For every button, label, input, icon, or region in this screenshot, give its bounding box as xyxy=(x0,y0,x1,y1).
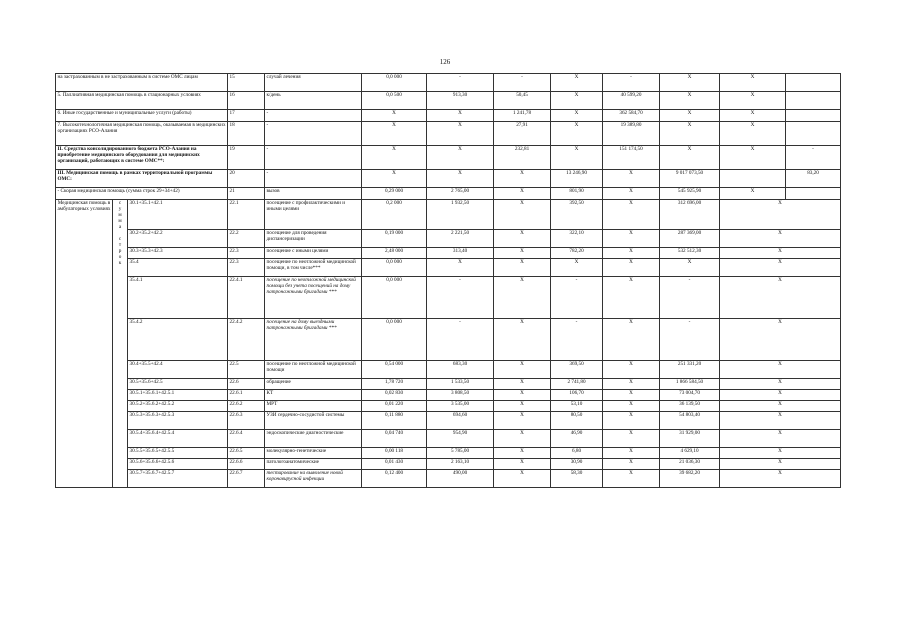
cell-v6 xyxy=(786,188,841,200)
cell-v1: X xyxy=(494,248,551,259)
cell-v5: X xyxy=(720,319,841,361)
cell-ref: 35.4.2 xyxy=(128,319,228,361)
cell-norm: 0,0 000 xyxy=(362,277,427,319)
vertical-letter: к xyxy=(118,260,122,266)
cell-v2: X xyxy=(551,122,603,146)
cell-v3: 362 584,70 xyxy=(603,110,660,122)
cell-v1: X xyxy=(494,277,551,319)
cell-line: 22.6 xyxy=(228,379,265,390)
cell-norm: 0,04 740 xyxy=(362,430,427,448)
cell-v3: 19 389,80 xyxy=(603,122,660,146)
cell-v4: 1 866 584,50 xyxy=(660,379,720,390)
cell-line: 21 xyxy=(228,188,265,200)
table-row xyxy=(56,92,841,110)
cell-cost: 954,90 xyxy=(427,430,494,448)
cell-v3: X xyxy=(603,390,660,401)
table-row xyxy=(56,361,841,379)
cell-v3: X xyxy=(603,248,660,259)
cell-cost: 313,40 xyxy=(427,248,494,259)
cell-v5: X xyxy=(720,122,786,146)
table-row xyxy=(56,412,841,430)
cell-v2: 6,80 xyxy=(551,448,603,459)
cell-ref: 30.5+35.6+42.5 xyxy=(128,379,228,390)
vertical-letter: у xyxy=(118,206,122,212)
cell-v4: 9 017 073,50 xyxy=(660,170,720,188)
vertical-letter: м xyxy=(118,218,122,224)
cell-v4: 36 139,50 xyxy=(660,401,720,412)
cell-v1: 27,91 xyxy=(494,122,551,146)
cell-v1: - xyxy=(494,74,551,92)
table-row xyxy=(56,448,841,459)
cell-v5: X xyxy=(720,277,841,319)
cell-v4: X xyxy=(660,122,720,146)
cell-v4: 4 629,10 xyxy=(660,448,720,459)
table-row xyxy=(56,230,841,248)
cell-v4: 21 036,30 xyxy=(660,459,720,470)
vertical-letter: м xyxy=(118,212,122,218)
cell-v2: X xyxy=(551,92,603,110)
cell-unit: КТ xyxy=(265,390,362,401)
cell-v5: X xyxy=(720,248,841,259)
cell-norm: 0,29 000 xyxy=(362,188,427,200)
cell-v2: X xyxy=(551,74,603,92)
cell-line: 15 xyxy=(228,74,265,92)
table-row xyxy=(56,319,841,361)
cell-v5: X xyxy=(720,146,786,170)
cell-cost: X xyxy=(427,170,494,188)
cell-norm: 0,0 000 xyxy=(362,319,427,361)
cell-v4: - xyxy=(660,277,720,319)
cell-unit: МРТ xyxy=(265,401,362,412)
cell-v3: - xyxy=(603,74,660,92)
cell-ref: 30.3+35.3+42.3 xyxy=(128,248,228,259)
cell-cost: 2 163,10 xyxy=(427,459,494,470)
cell-name: 7. Высокотехнологичная медицинская помощь, оказываемая в медицинских организациях РСО-Алания xyxy=(56,122,228,146)
cell-v2: 13 246,90 xyxy=(551,170,603,188)
cell-line: 22.4.1 xyxy=(228,277,265,319)
cell-unit: вызов xyxy=(265,188,362,200)
cell-line: 22.5 xyxy=(228,361,265,379)
cell-norm: 0,54 000 xyxy=(362,361,427,379)
cell-ref: 30.1+35.1+42.1 xyxy=(128,200,228,230)
cell-v1: X xyxy=(494,390,551,401)
table-row xyxy=(56,188,841,200)
cell-unit: эндоскопические диагностические xyxy=(265,430,362,448)
cell-unit: - xyxy=(265,122,362,146)
cell-line: 22.6.7 xyxy=(228,470,265,488)
cell-v5: X xyxy=(720,470,841,488)
cell-cost: 3 808,50 xyxy=(427,390,494,401)
cell-v4: 287 369,00 xyxy=(660,230,720,248)
cell-cost: X xyxy=(427,259,494,277)
cell-v3: X xyxy=(603,259,660,277)
cell-v5 xyxy=(720,170,786,188)
cell-norm: 0,02 830 xyxy=(362,390,427,401)
cell-line: 22.1 xyxy=(228,200,265,230)
cell-ref: 35.4 xyxy=(128,259,228,277)
cell-line: 16 xyxy=(228,92,265,110)
cell-unit: посещение с профилактическими и иными целями xyxy=(265,200,362,230)
cell-v5: X xyxy=(720,379,841,390)
cell-line: 22.4.2 xyxy=(228,319,265,361)
cell-ref: 35.4.1 xyxy=(128,277,228,319)
cell-norm: 0,19 000 xyxy=(362,230,427,248)
cell-unit: - xyxy=(265,146,362,170)
cell-cost: 1 932,50 xyxy=(427,200,494,230)
cell-ref: 30.4+35.5+42.4 xyxy=(128,361,228,379)
cell-line: 22.6.2 xyxy=(228,401,265,412)
cell-v3: X xyxy=(603,401,660,412)
cell-unit: молекулярно-генетические xyxy=(265,448,362,459)
cell-v2: 106,70 xyxy=(551,390,603,401)
table-row xyxy=(56,110,841,122)
cell-v3: X xyxy=(603,361,660,379)
cell-cost: 3 535,00 xyxy=(427,401,494,412)
cell-v5: X xyxy=(720,459,841,470)
cell-name: на застрахованным в не застрахованным в системе ОМС лицам xyxy=(56,74,228,92)
cell-v4: - xyxy=(660,319,720,361)
cell-v1: X xyxy=(494,259,551,277)
cell-v6 xyxy=(786,122,841,146)
cell-cost: 2 221,50 xyxy=(427,230,494,248)
cell-v2: 782,20 xyxy=(551,248,603,259)
cell-norm: X xyxy=(362,146,427,170)
cell-unit: - xyxy=(265,110,362,122)
cell-v4: 251 331,20 xyxy=(660,361,720,379)
table-row xyxy=(56,248,841,259)
cell-v2: 2 741,80 xyxy=(551,379,603,390)
vertical-letter: т xyxy=(118,242,122,248)
cell-v4: X xyxy=(660,74,720,92)
cell-v3: X xyxy=(603,230,660,248)
cell-v6 xyxy=(786,92,841,110)
cell-v2: X xyxy=(551,110,603,122)
cell-cost: - xyxy=(427,319,494,361)
cell-norm: 0,00 118 xyxy=(362,448,427,459)
cell-cost: X xyxy=(427,122,494,146)
cell-norm: 0,12 400 xyxy=(362,470,427,488)
cell-v1: X xyxy=(494,200,551,230)
cell-name: 6. Иные государственные и муниципальные услуги (работы) xyxy=(56,110,228,122)
cell-unit: посещение по неотложной медицинской помощи без учета посещений на дому патронажными бригадами *** xyxy=(265,277,362,319)
cell-cost: 5 785,00 xyxy=(427,448,494,459)
table-row xyxy=(56,470,841,488)
cell-v6 xyxy=(786,74,841,92)
cell-unit: обращение xyxy=(265,379,362,390)
cell-line: 22.6.1 xyxy=(228,390,265,401)
cell-v2: 58,30 xyxy=(551,470,603,488)
cell-v4: X xyxy=(660,259,720,277)
cell-norm: 0,01 220 xyxy=(362,401,427,412)
table-row xyxy=(56,277,841,319)
cell-line: 20 xyxy=(228,170,265,188)
cell-v2: 801,90 xyxy=(551,188,603,200)
cell-v2: 369,50 xyxy=(551,361,603,379)
table-row xyxy=(56,146,841,170)
cell-line: 18 xyxy=(228,122,265,146)
cell-ref: 30.5.2+35.6.2+42.5.2 xyxy=(128,401,228,412)
cell-v1: X xyxy=(494,361,551,379)
cell-cost: 490,00 xyxy=(427,470,494,488)
table-row xyxy=(56,259,841,277)
cell-ref: 30.5.4+35.6.4+42.5.4 xyxy=(128,430,228,448)
cell-v1: X xyxy=(494,188,551,200)
cell-v5: X xyxy=(720,110,786,122)
vertical-letter: р xyxy=(118,248,122,254)
cell-v4: X xyxy=(660,146,720,170)
cell-norm: 0,0 000 xyxy=(362,259,427,277)
cell-unit: посещение по неотложной медицинской помощи, в том числе*** xyxy=(265,259,362,277)
cell-v1: X xyxy=(494,379,551,390)
cell-line: 22.6.6 xyxy=(228,459,265,470)
cell-line: 22.3 xyxy=(228,259,265,277)
cell-ref: 30.5.3+35.6.3+42.5.3 xyxy=(128,412,228,430)
cell-v1: X xyxy=(494,319,551,361)
cell-v3: 40 599,20 xyxy=(603,92,660,110)
cell-v3: X xyxy=(603,170,660,188)
cell-unit: посещение с иными целями xyxy=(265,248,362,259)
table-row xyxy=(56,401,841,412)
cell-v5: X xyxy=(720,448,841,459)
cell-cost: 2 765,00 xyxy=(427,188,494,200)
cell-ref: 30.5.5+35.6.5+42.5.5 xyxy=(128,448,228,459)
cell-ref: 30.2+35.2+42.2 xyxy=(128,230,228,248)
table-row xyxy=(56,430,841,448)
cell-unit: патологоанатомические xyxy=(265,459,362,470)
cell-v4: 532 512,30 xyxy=(660,248,720,259)
vertical-letter: с xyxy=(118,200,122,206)
cell-v2: - xyxy=(551,319,603,361)
vertical-letter: с xyxy=(118,236,122,242)
cell-cost: X xyxy=(427,110,494,122)
cell-v3: X xyxy=(603,412,660,430)
section-name: Медицинская помощь в амбулаторных условиях xyxy=(56,200,113,488)
cell-ref: 30.5.6+35.6.6+42.5.6 xyxy=(128,459,228,470)
cell-v6: - xyxy=(786,146,841,170)
cell-v1: X xyxy=(494,448,551,459)
cell-norm: 0,11 880 xyxy=(362,412,427,430)
cell-v3: X xyxy=(603,319,660,361)
cell-v6 xyxy=(786,110,841,122)
cell-v2: X xyxy=(551,259,603,277)
cell-unit: УЗИ сердечно-сосудистой системы xyxy=(265,412,362,430)
cell-v1: X xyxy=(494,170,551,188)
cell-unit: посещение по неотложной медицинской помощи xyxy=(265,361,362,379)
cell-name: 5. Паллиативная медицинская помощь в стационарных условиях xyxy=(56,92,228,110)
cell-v2: 80,50 xyxy=(551,412,603,430)
cell-ref: 30.5.7+35.6.7+42.5.7 xyxy=(128,470,228,488)
cell-v5: X xyxy=(720,259,841,277)
cell-norm: 0,01 430 xyxy=(362,459,427,470)
cell-v4: 312 696,00 xyxy=(660,200,720,230)
cell-v1: X xyxy=(494,412,551,430)
cell-norm: X xyxy=(362,110,427,122)
table-row xyxy=(56,74,841,92)
cell-v5: X xyxy=(720,200,841,230)
cell-v3: X xyxy=(603,379,660,390)
cell-norm: X xyxy=(362,122,427,146)
vertical-letter: о xyxy=(118,254,122,260)
cell-unit: тестирование на выявление новой коронавирусной инфекции xyxy=(265,470,362,488)
cell-v5: X xyxy=(720,390,841,401)
cell-norm: 0,0 000 xyxy=(362,74,427,92)
cell-unit: к/день xyxy=(265,92,362,110)
cell-v1: 1 241,78 xyxy=(494,110,551,122)
norms-table xyxy=(55,73,841,488)
cell-v3: 151 174,50 xyxy=(603,146,660,170)
cell-line: 22.2 xyxy=(228,230,265,248)
cell-norm: 1,78 720 xyxy=(362,379,427,390)
cell-v2: 392,50 xyxy=(551,200,603,230)
table-row xyxy=(56,200,841,230)
cell-v4: X xyxy=(660,92,720,110)
table-row xyxy=(56,459,841,470)
cell-v1: 50,45 xyxy=(494,92,551,110)
cell-v2: 46,90 xyxy=(551,430,603,448)
cell-ref: 30.5.1+35.6.1+42.5.1 xyxy=(128,390,228,401)
cell-v1: 232,81 xyxy=(494,146,551,170)
cell-v3: X xyxy=(603,470,660,488)
cell-v3: X xyxy=(603,430,660,448)
cell-cost: 694,60 xyxy=(427,412,494,430)
table-row xyxy=(56,379,841,390)
cell-name: II. Средства консолидированного бюджета РСО-Алания на приобретение медицинского оборудования для медицинских организаций, работающих в системе ОМС**: xyxy=(56,146,228,170)
cell-norm: X xyxy=(362,170,427,188)
cell-cost: - xyxy=(427,74,494,92)
cell-v5: X xyxy=(720,430,841,448)
cell-line: 17 xyxy=(228,110,265,122)
cell-cost: - xyxy=(427,277,494,319)
cell-norm: 0,0 500 xyxy=(362,92,427,110)
cell-line: 19 xyxy=(228,146,265,170)
cell-v2: 322,10 xyxy=(551,230,603,248)
cell-v4: 545 925,90 xyxy=(660,188,720,200)
cell-v5: X xyxy=(720,401,841,412)
cell-v4: 73 004,70 xyxy=(660,390,720,401)
cell-v1: X xyxy=(494,470,551,488)
cell-cost: X xyxy=(427,146,494,170)
cell-line: 22.3 xyxy=(228,248,265,259)
cell-name: - Скорая медицинская помощь (сумма строк 29+34+42) xyxy=(56,188,228,200)
cell-v4: X xyxy=(660,110,720,122)
cell-name: III. Медицинская помощь в рамках территориальной программы ОМС: xyxy=(56,170,228,188)
cell-line: 22.6.4 xyxy=(228,430,265,448)
cell-unit: посещение на дому выездными патронажными бригадами *** xyxy=(265,319,362,361)
cell-cost: 683,30 xyxy=(427,361,494,379)
vertical-letter: а xyxy=(118,224,122,230)
cell-v3: X xyxy=(603,188,660,200)
page-number: 126 xyxy=(439,58,451,66)
cell-v1: X xyxy=(494,230,551,248)
cell-v6: 83,20 xyxy=(786,170,841,188)
cell-cost: 1 533,50 xyxy=(427,379,494,390)
cell-v3: X xyxy=(603,459,660,470)
cell-v3: X xyxy=(603,277,660,319)
cell-v2: - xyxy=(551,277,603,319)
cell-v1: X xyxy=(494,401,551,412)
table-row xyxy=(56,390,841,401)
table-row xyxy=(56,122,841,146)
cell-v3: X xyxy=(603,200,660,230)
cell-norm: 0,2 000 xyxy=(362,200,427,230)
table-row xyxy=(56,170,841,188)
cell-unit: случай лечения xyxy=(265,74,362,92)
cell-v5: X xyxy=(720,92,786,110)
cell-line: 22.6.5 xyxy=(228,448,265,459)
cell-unit: - xyxy=(265,170,362,188)
cell-v5: X xyxy=(720,361,841,379)
cell-v5: X xyxy=(720,412,841,430)
cell-v5: X xyxy=(720,74,786,92)
cell-v4: 54 803,40 xyxy=(660,412,720,430)
cell-v2: 53,10 xyxy=(551,401,603,412)
cell-unit: посещение для проведения диспансеризации xyxy=(265,230,362,248)
cell-line: 22.6.3 xyxy=(228,412,265,430)
cell-v5: X xyxy=(720,188,786,200)
cell-v4: 31 929,00 xyxy=(660,430,720,448)
cell-norm: 2,48 000 xyxy=(362,248,427,259)
cell-v2: X xyxy=(551,146,603,170)
vertical-label xyxy=(113,200,128,488)
cell-v1: X xyxy=(494,459,551,470)
cell-v1: X xyxy=(494,430,551,448)
cell-v3: X xyxy=(603,448,660,459)
cell-cost: 913,30 xyxy=(427,92,494,110)
cell-v2: 30,90 xyxy=(551,459,603,470)
cell-v5: X xyxy=(720,230,841,248)
cell-v4: 39 682,20 xyxy=(660,470,720,488)
